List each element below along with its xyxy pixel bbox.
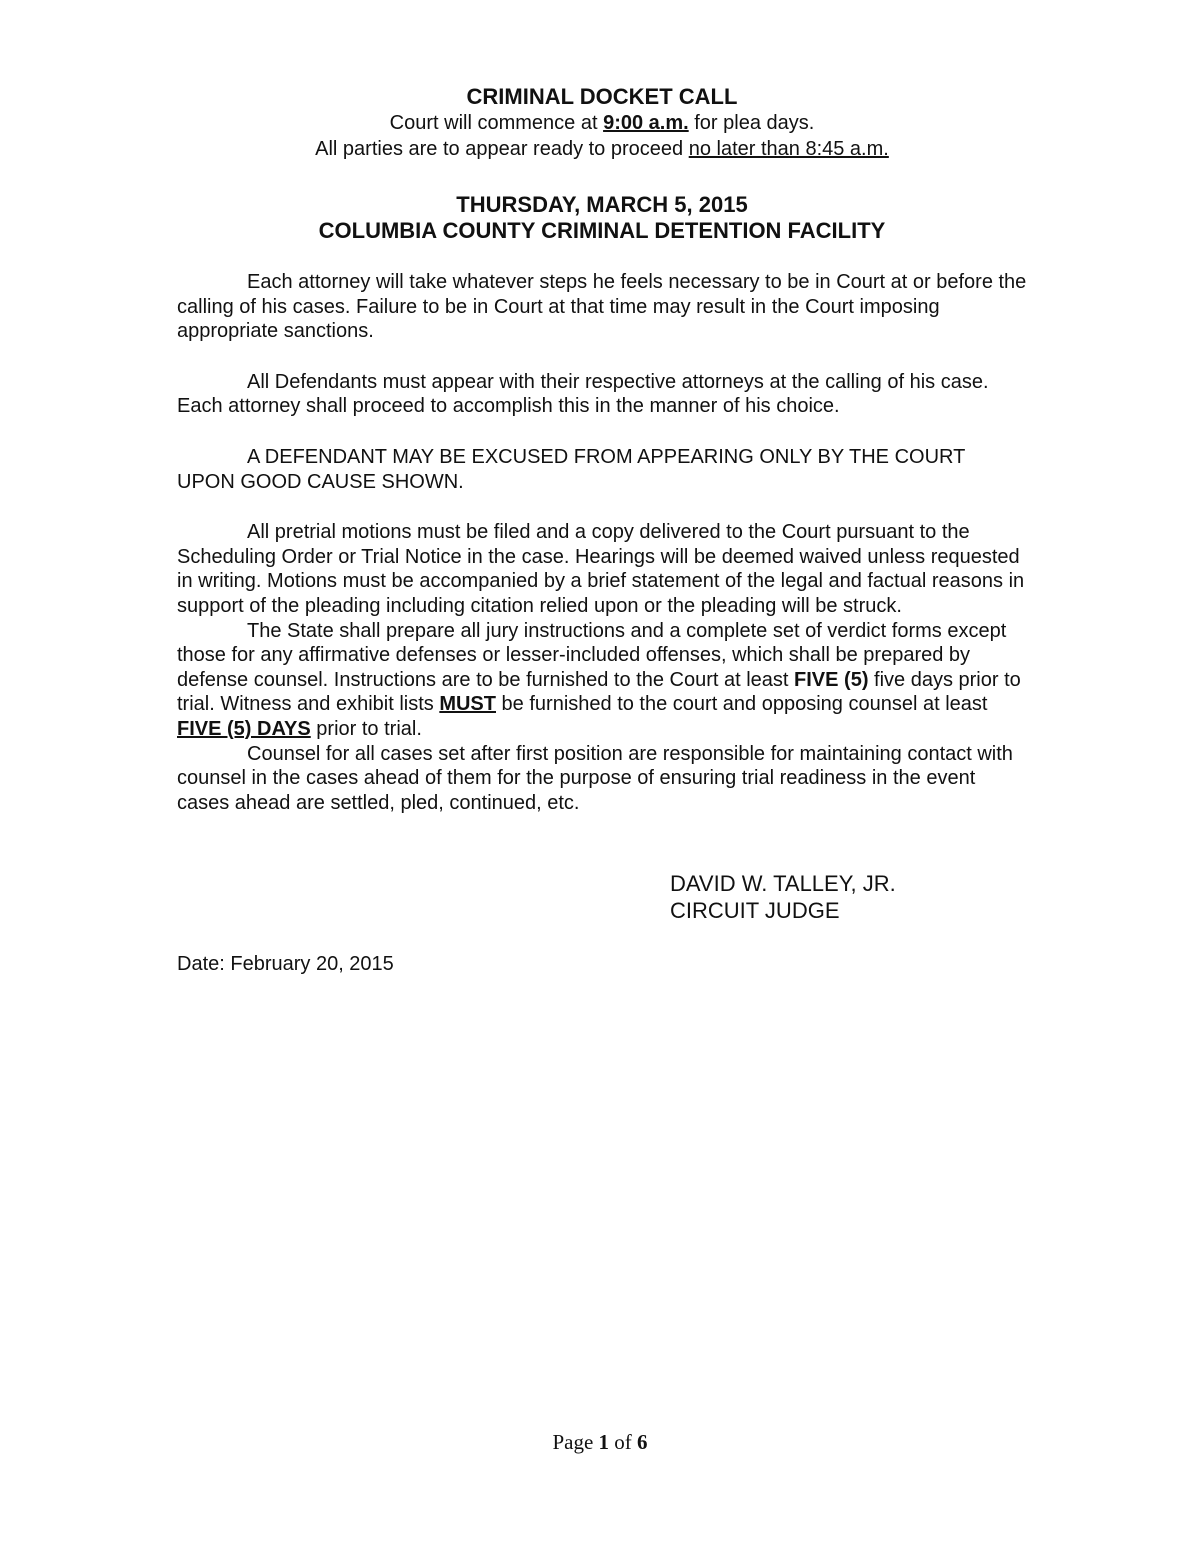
page-word: Page: [552, 1430, 599, 1454]
ready-prefix: All parties are to appear ready to proceed: [315, 138, 689, 160]
date-value: February 20, 2015: [230, 953, 394, 975]
paragraph-attendance: Each attorney will take whatever steps he feels necessary to be in Court at or before the calling of his cases. Failure to be in Court at that time may result in the Court imposing appropriate sanctions.: [177, 271, 1027, 343]
date-label: Date:: [177, 953, 231, 975]
session-date: THURSDAY, MARCH 5, 2015: [456, 192, 748, 217]
document-body: [177, 84, 1027, 815]
ready-deadline: no later than 8:45 a.m.: [688, 138, 889, 160]
paragraph-defendants: All Defendants must appear with their respective attorneys at the calling of his case. Each attorney shall proceed to accomplish this in the manner of his choice.: [177, 370, 989, 418]
paragraph-excuse: A DEFENDANT MAY BE EXCUSED FROM APPEARING ONLY BY THE COURT UPON GOOD CAUSE SHOWN.: [177, 445, 965, 493]
paragraph-instructions: [177, 619, 1027, 742]
commence-suffix: for plea days.: [688, 112, 815, 134]
judge-name: DAVID W. TALLEY, JR.: [670, 871, 896, 896]
commence-prefix: Court will commence at: [389, 112, 604, 134]
document-date: [177, 951, 394, 977]
instructions-text-c: five days prior to trial. Witness and exhibit lists: [177, 668, 1021, 716]
instructions-must: MUST: [439, 693, 496, 716]
instructions-text-g: prior to trial.: [310, 717, 422, 740]
page-number: [0, 1429, 1200, 1455]
judge-title: CIRCUIT JUDGE: [670, 898, 840, 923]
instructions-five: FIVE (5): [794, 668, 869, 691]
current-page: 1: [598, 1430, 610, 1454]
ready-line: [177, 136, 1027, 162]
of-word: of: [609, 1430, 638, 1454]
instructions-text-a: The State shall prepare all jury instructions and a complete set of verdict forms except those for any affirmative defenses or lesser-included offenses, which shall be prepared by defense counsel. Instructions are to be furnished to the Court at least: [177, 619, 1007, 691]
instructions-five-days: FIVE (5) DAYS: [177, 717, 311, 740]
instructions-text-e: be furnished to the court and opposing counsel at least: [496, 693, 988, 716]
total-pages: 6: [637, 1430, 648, 1454]
paragraph-motions: All pretrial motions must be filed and a copy delivered to the Court pursuant to the Scheduling Order or Trial Notice in the case. Hearings will be deemed waived unless requested in writing. Motions must be accompanied by a brief statement of the legal and factual reasons in support of the pleading including citation relied upon or the pleading will be struck.: [177, 521, 1025, 617]
document-title: CRIMINAL DOCKET CALL: [466, 84, 738, 109]
paragraph-counsel: Counsel for all cases set after first position are responsible for maintaining contact with counsel in the cases ahead of them for the purpose of ensuring trial readiness in the event cases ahead are settled, pled, continued, etc.: [177, 742, 1013, 814]
commence-time: 9:00 a.m.: [603, 112, 689, 134]
signature-block: [670, 870, 896, 924]
commence-line: [177, 110, 1027, 136]
session-location: COLUMBIA COUNTY CRIMINAL DETENTION FACILITY: [318, 218, 886, 243]
